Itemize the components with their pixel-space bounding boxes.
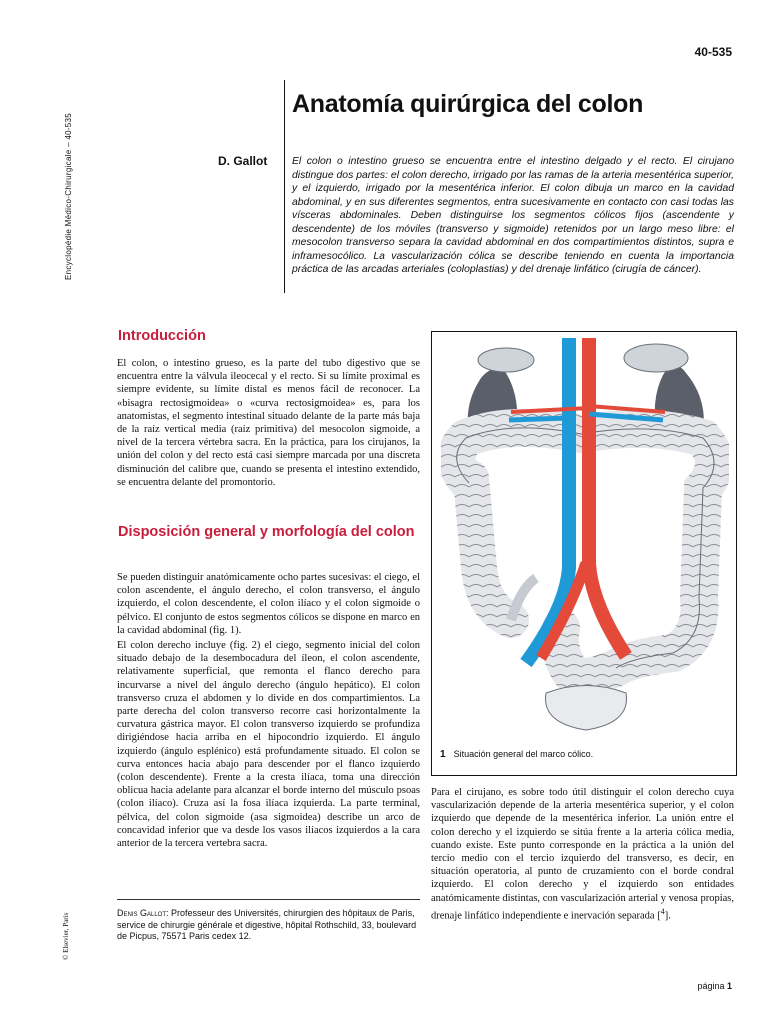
right-column-body [431,786,734,923]
ascending-colon-shape [471,478,511,620]
aorta-shape [589,338,626,656]
footnote-divider [117,899,420,900]
left-column-body [117,571,420,850]
figure-caption [440,749,593,760]
colon-anatomy-illustration [441,338,729,738]
right-paragraph [431,786,734,923]
intro-text: El colon, o intestino grueso, es la parte del tubo digestivo que se encuentra entre la válvula ileocecal y el recto. Si su límite proximal es siempre evidente, su límite distal es menos fácil de reconocer. La «bisagra rectosigmoidea» o «curva rectosigmoidea» es, para los anatomistas, el segmento intestinal situado delante de la parte más baja de la raíz vertical media (raíz primitiva) del mesocolon sigmoide, a nivel de la tercera vértebra sacra. En la práctica, para los cirujanos, la unión del colon y del recto está casi siempre marcada por una discreta disminución del calibre que, cuando se presenta el intestino extendido, se encuentra delante del promontorio. [117,358,420,488]
page-label: página [697,981,725,991]
right-paragraph-end: ]. [664,910,671,922]
disposicion-paragraph-2: El colon derecho incluye (fig. 2) el ciego, segmento inicial del colon situado debajo de la desembocadura del íleon, el colon ascendente, relativamente superficial, que remonta el flanco derecho para incurvarse a nivel del ángulo derecho (ángulo hepático). El colon transverso cruza el abdomen y lo divide en dos compartimientos. La parte derecha del colon transverso recorre casi horizontalmente la curvatura gástrica mayor. El colon transverso izquierdo se profundiza dirigiéndose hacia arriba en el hipocondrio izquierdo. El ángulo izquierdo (ángulo esplénico) está profundamente situado. El colon se curva entonces hacia abajo para descender por el flanco izquierdo (colon descendente). Frente a la cresta ilíaca, toma una dirección oblicua hacia adelante para alcanzar el borde interno del músculo psoas (colon ilíaco). Cruza así la fosa ilíaca izquierda. La parte terminal, pélvica, del colon sigmoide (asa sigmoidea) describe un arco de concavidad inferior que va desde los vasos ilíacos izquierdos a la cara anterior de la tercera vertebra sacra. [117,640,420,850]
figure-caption-text: Situación general del marco cólico. [453,749,594,759]
page-number: 1 [726,981,732,991]
reference-number: 4 [660,906,665,916]
article-title: Anatomía quirúrgica del colon [292,90,644,118]
disposicion-paragraph-1: Se pueden distinguir anatómicamente ocho partes sucesivas: el ciego, el colon ascendente, el ángulo derecho, el colon transverso, el ángulo izquierdo, el colon descendente, el colon ilíaco y el colon sigmoide o pélvico. El conjunto de estos segmentos cólicos se dispone en marco en la cavidad abdominal (fig. 1). [117,572,420,636]
footnote-affiliation: : Professeur des Universités, chirurgien des hôpitaux de Paris, service de chirurgie générale et digestive, hôpital Rothschild, 33, boulevard de Picpus, 75571 Paris cedex 12. [117,908,417,942]
heading-introduccion: Introducción [118,328,206,344]
author-footnote [117,908,420,943]
title-divider [284,80,285,293]
right-paragraph-text: Para el cirujano, es sobre todo útil distinguir el colon derecho cuya vascularización depende de la arteria mesentérica superior, y el colon izquierdo que depende de la mesentérica inferior. La unión entre el colon derecho y el izquierdo se sitúa frente a la arteria cólica media, cuando existe. Este punto corresponde en la práctica a la unión del tercio medio con el tercio izquierdo del transverso, es decir, en situación operatoria, al punto de cruzamiento con el borde condral izquierdo. El colon derecho y el izquierdo son entidades anatómicamente distintas, con vascularización arterial y venosa propias, drenaje linfático independiente e inervación separada [ [431,787,734,922]
figure-number: 1 [440,749,446,760]
adrenal-right-shape [478,348,534,372]
page-footer [697,981,732,991]
document-number: 40-535 [694,45,732,59]
side-journal-text: Encyclopédie Médico-Chirurgicale – 40-535 [64,112,73,280]
copyright-text: © Elsevier, Paris [62,912,70,960]
footnote-author-name: Denis Gallot [117,908,167,918]
heading-disposicion: Disposición general y morfología del colon [118,524,415,540]
bladder-shape [546,686,627,731]
intro-paragraph [117,357,420,489]
article-author: D. Gallot [218,154,268,168]
adrenal-left-shape [624,344,688,372]
article-abstract: El colon o intestino grueso se encuentra entre el intestino delgado y el recto. El cirujano distingue dos partes: el colon derecho, irrigado por las ramas de la arteria mesentérica superior, y el izquierdo, irrigado por la mesentérica inferior. El colon dibuja un marco en la cavidad abdominal, y en sus diferentes segmentos, entra sucesivamente en contacto con casi todas las vísceras abdominales. Deben distinguirse los segmentos cólicos fijos (ascendente y descendente) de los móviles (transverso y sigmoide) retenidos por un largo meso libre: el mesocolon transverso separa la cavidad abdominal en dos compartimientos distintos, supra e inframesocólico. La vascularización cólica se describe teniendo en cuenta la importancia práctica de las arcadas arteriales (coloplastias) y del drenaje linfático (cirugía de cáncer). [292,156,734,275]
